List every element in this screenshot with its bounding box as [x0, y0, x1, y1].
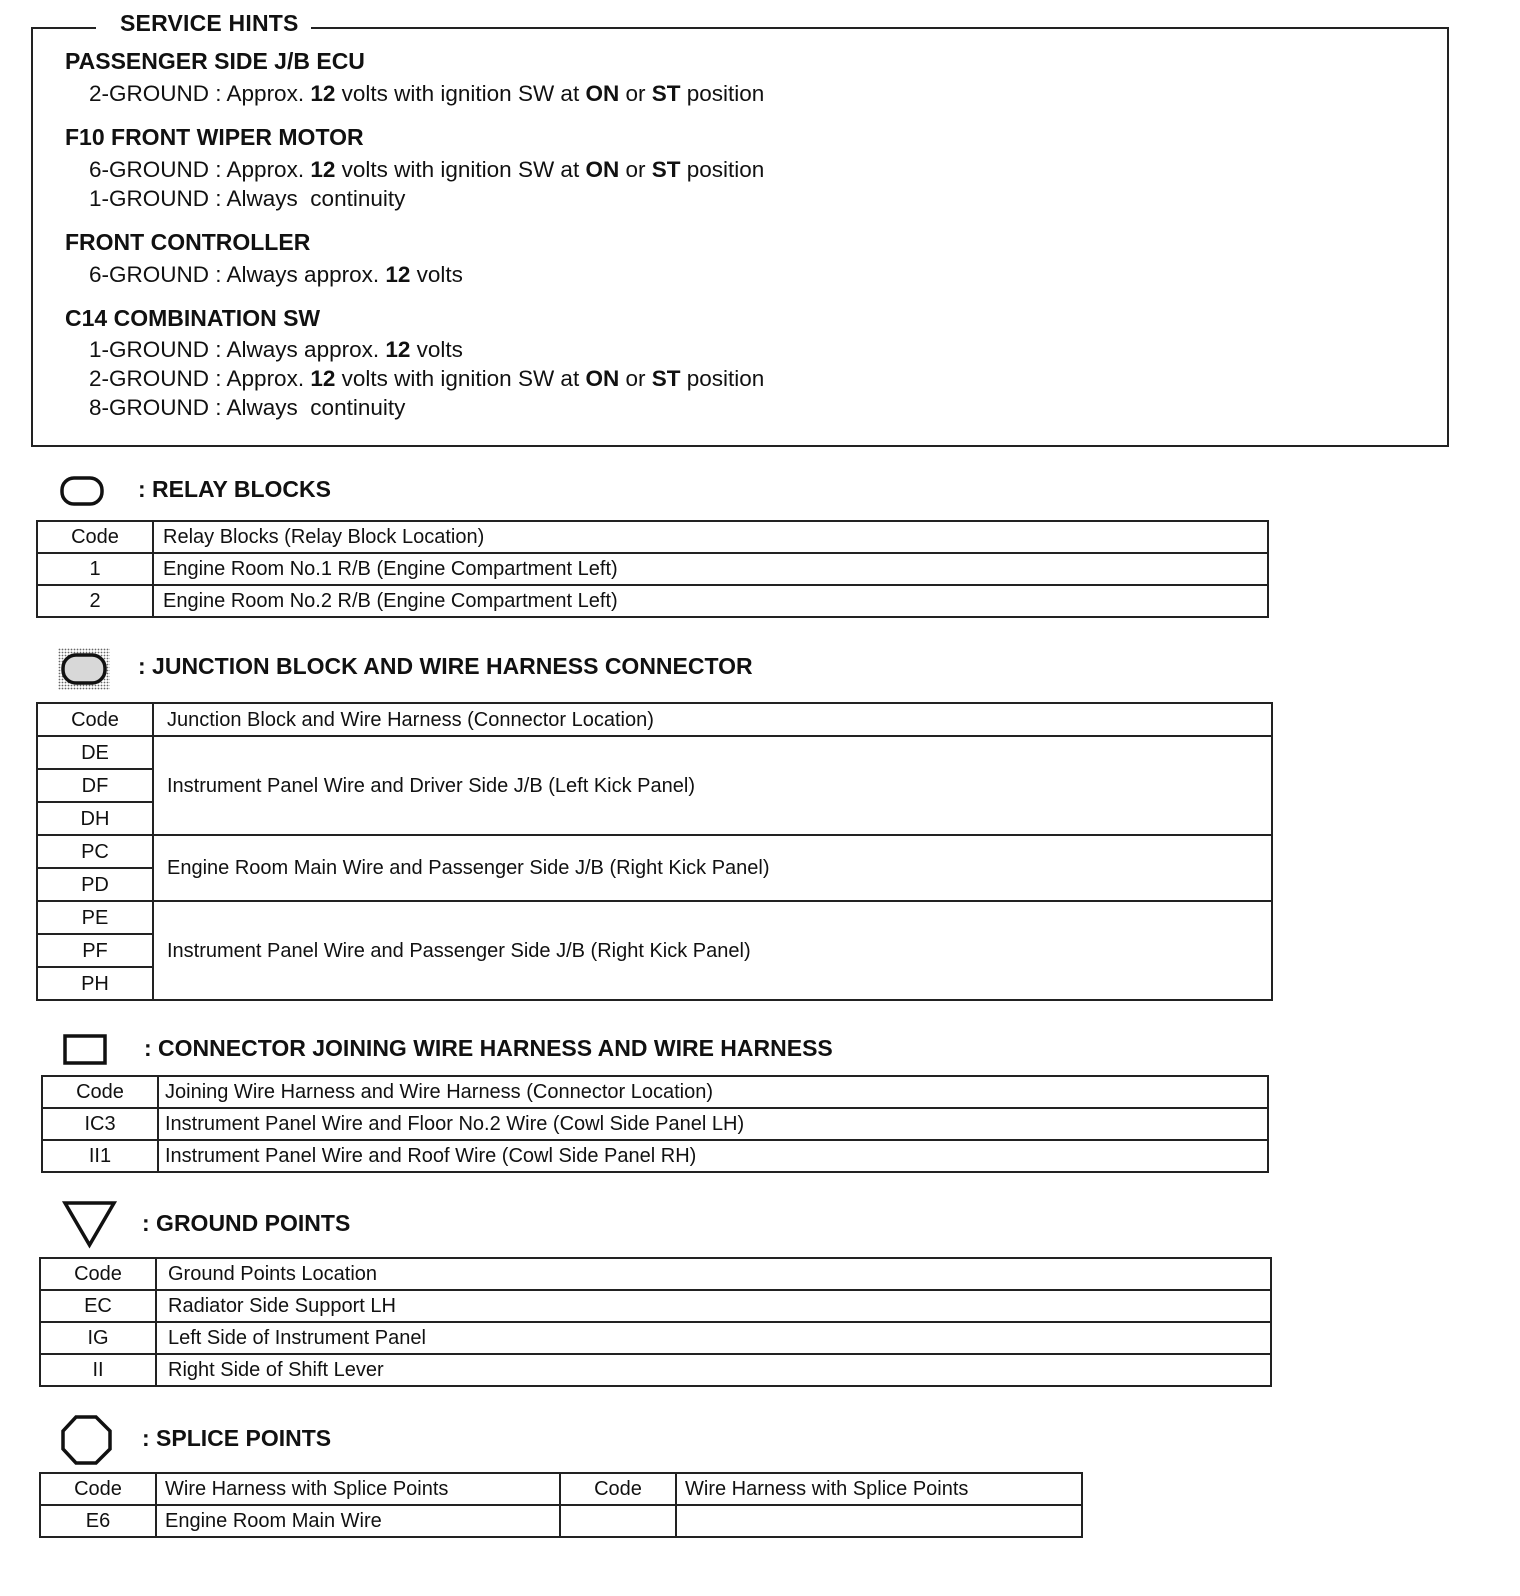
hint-heading-passenger-jb-ecu: PASSENGER SIDE J/B ECU — [65, 48, 365, 74]
desc-cell: Radiator Side Support LH — [156, 1290, 1271, 1322]
desc-header: Wire Harness with Splice Points — [156, 1473, 560, 1505]
code-header: Code — [560, 1473, 676, 1505]
relay-blocks-table — [36, 520, 1269, 618]
code-cell: II — [40, 1354, 156, 1386]
hint-line: 2-GROUND : Approx. 12 volts with ignition SW at ON or ST position — [89, 81, 765, 106]
junction-blocks-title: : JUNCTION BLOCK AND WIRE HARNESS CONNECTOR — [138, 653, 753, 679]
connectors-title: : CONNECTOR JOINING WIRE HARNESS AND WIRE HARNESS — [144, 1035, 833, 1061]
hint-line: 8-GROUND : Always continuity — [89, 395, 406, 420]
table-header-row — [40, 1258, 1271, 1290]
desc-cell: Instrument Panel Wire and Driver Side J/B (Left Kick Panel) — [153, 736, 1272, 835]
splice-octagon-icon — [60, 1414, 114, 1466]
code-cell: PF — [37, 934, 153, 967]
junction-blocks-table — [36, 702, 1273, 1001]
table-header-row — [37, 703, 1272, 736]
code-header: Code — [40, 1258, 156, 1290]
desc-header: Wire Harness with Splice Points — [676, 1473, 1082, 1505]
table-header-row — [37, 521, 1268, 553]
table-row — [37, 835, 1272, 868]
desc-cell: Engine Room Main Wire and Passenger Side J/B (Right Kick Panel) — [153, 835, 1272, 901]
hint-line: 2-GROUND : Approx. 12 volts with ignition SW at ON or ST position — [89, 366, 765, 391]
code-header: Code — [37, 521, 153, 553]
code-cell: PH — [37, 967, 153, 1000]
code-cell: E6 — [40, 1505, 156, 1537]
table-row — [37, 736, 1272, 769]
service-hints-title: SERVICE HINTS — [96, 10, 311, 37]
hint-line: 1-GROUND : Always continuity — [89, 186, 406, 211]
code-cell: PD — [37, 868, 153, 901]
code-cell: DE — [37, 736, 153, 769]
code-cell: 1 — [37, 553, 153, 585]
hint-line: 6-GROUND : Approx. 12 volts with ignition SW at ON or ST position — [89, 157, 765, 182]
desc-cell: Instrument Panel Wire and Passenger Side J/B (Right Kick Panel) — [153, 901, 1272, 1000]
connector-icon — [62, 1033, 110, 1067]
code-cell: PE — [37, 901, 153, 934]
hint-heading-front-wiper-motor: F10 FRONT WIPER MOTOR — [65, 124, 364, 150]
desc-cell: Left Side of Instrument Panel — [156, 1322, 1271, 1354]
code-cell: PC — [37, 835, 153, 868]
desc-header: Junction Block and Wire Harness (Connector Location) — [153, 703, 1272, 736]
hint-heading-combination-sw: C14 COMBINATION SW — [65, 305, 321, 331]
desc-cell — [676, 1505, 1082, 1537]
desc-cell: Engine Room No.2 R/B (Engine Compartment Left) — [153, 585, 1268, 617]
table-row — [42, 1140, 1268, 1172]
desc-header: Relay Blocks (Relay Block Location) — [153, 521, 1268, 553]
code-cell: DF — [37, 769, 153, 802]
relay-block-icon — [60, 476, 106, 508]
code-cell: EC — [40, 1290, 156, 1322]
code-cell: IC3 — [42, 1108, 158, 1140]
desc-cell: Engine Room Main Wire — [156, 1505, 560, 1537]
ground-points-table — [39, 1257, 1272, 1387]
relay-blocks-title: : RELAY BLOCKS — [138, 476, 331, 502]
table-row — [42, 1108, 1268, 1140]
desc-cell: Engine Room No.1 R/B (Engine Compartment Left) — [153, 553, 1268, 585]
splice-points-title: : SPLICE POINTS — [142, 1425, 332, 1451]
table-row — [40, 1322, 1271, 1354]
desc-cell: Instrument Panel Wire and Roof Wire (Cowl Side Panel RH) — [158, 1140, 1268, 1172]
code-cell: 2 — [37, 585, 153, 617]
code-cell — [560, 1505, 676, 1537]
desc-header: Ground Points Location — [156, 1258, 1271, 1290]
splice-points-table — [39, 1472, 1083, 1538]
hint-line: 6-GROUND : Always approx. 12 volts — [89, 262, 463, 287]
table-row — [40, 1290, 1271, 1322]
code-header: Code — [37, 703, 153, 736]
code-cell: IG — [40, 1322, 156, 1354]
connectors-table — [41, 1075, 1269, 1173]
code-cell: II1 — [42, 1140, 158, 1172]
ground-points-title: : GROUND POINTS — [142, 1210, 351, 1236]
table-row — [40, 1505, 1082, 1537]
table-row — [40, 1354, 1271, 1386]
desc-cell: Instrument Panel Wire and Floor No.2 Wire (Cowl Side Panel LH) — [158, 1108, 1268, 1140]
junction-block-icon — [58, 648, 110, 690]
code-cell: DH — [37, 802, 153, 835]
table-row — [37, 901, 1272, 934]
code-header: Code — [40, 1473, 156, 1505]
table-row — [37, 585, 1268, 617]
table-header-row — [40, 1473, 1082, 1505]
ground-triangle-icon — [62, 1200, 118, 1250]
code-header: Code — [42, 1076, 158, 1108]
desc-header: Joining Wire Harness and Wire Harness (Connector Location) — [158, 1076, 1268, 1108]
table-row — [37, 553, 1268, 585]
hint-line: 1-GROUND : Always approx. 12 volts — [89, 337, 463, 362]
desc-cell: Right Side of Shift Lever — [156, 1354, 1271, 1386]
table-header-row — [42, 1076, 1268, 1108]
hint-heading-front-controller: FRONT CONTROLLER — [65, 229, 311, 255]
